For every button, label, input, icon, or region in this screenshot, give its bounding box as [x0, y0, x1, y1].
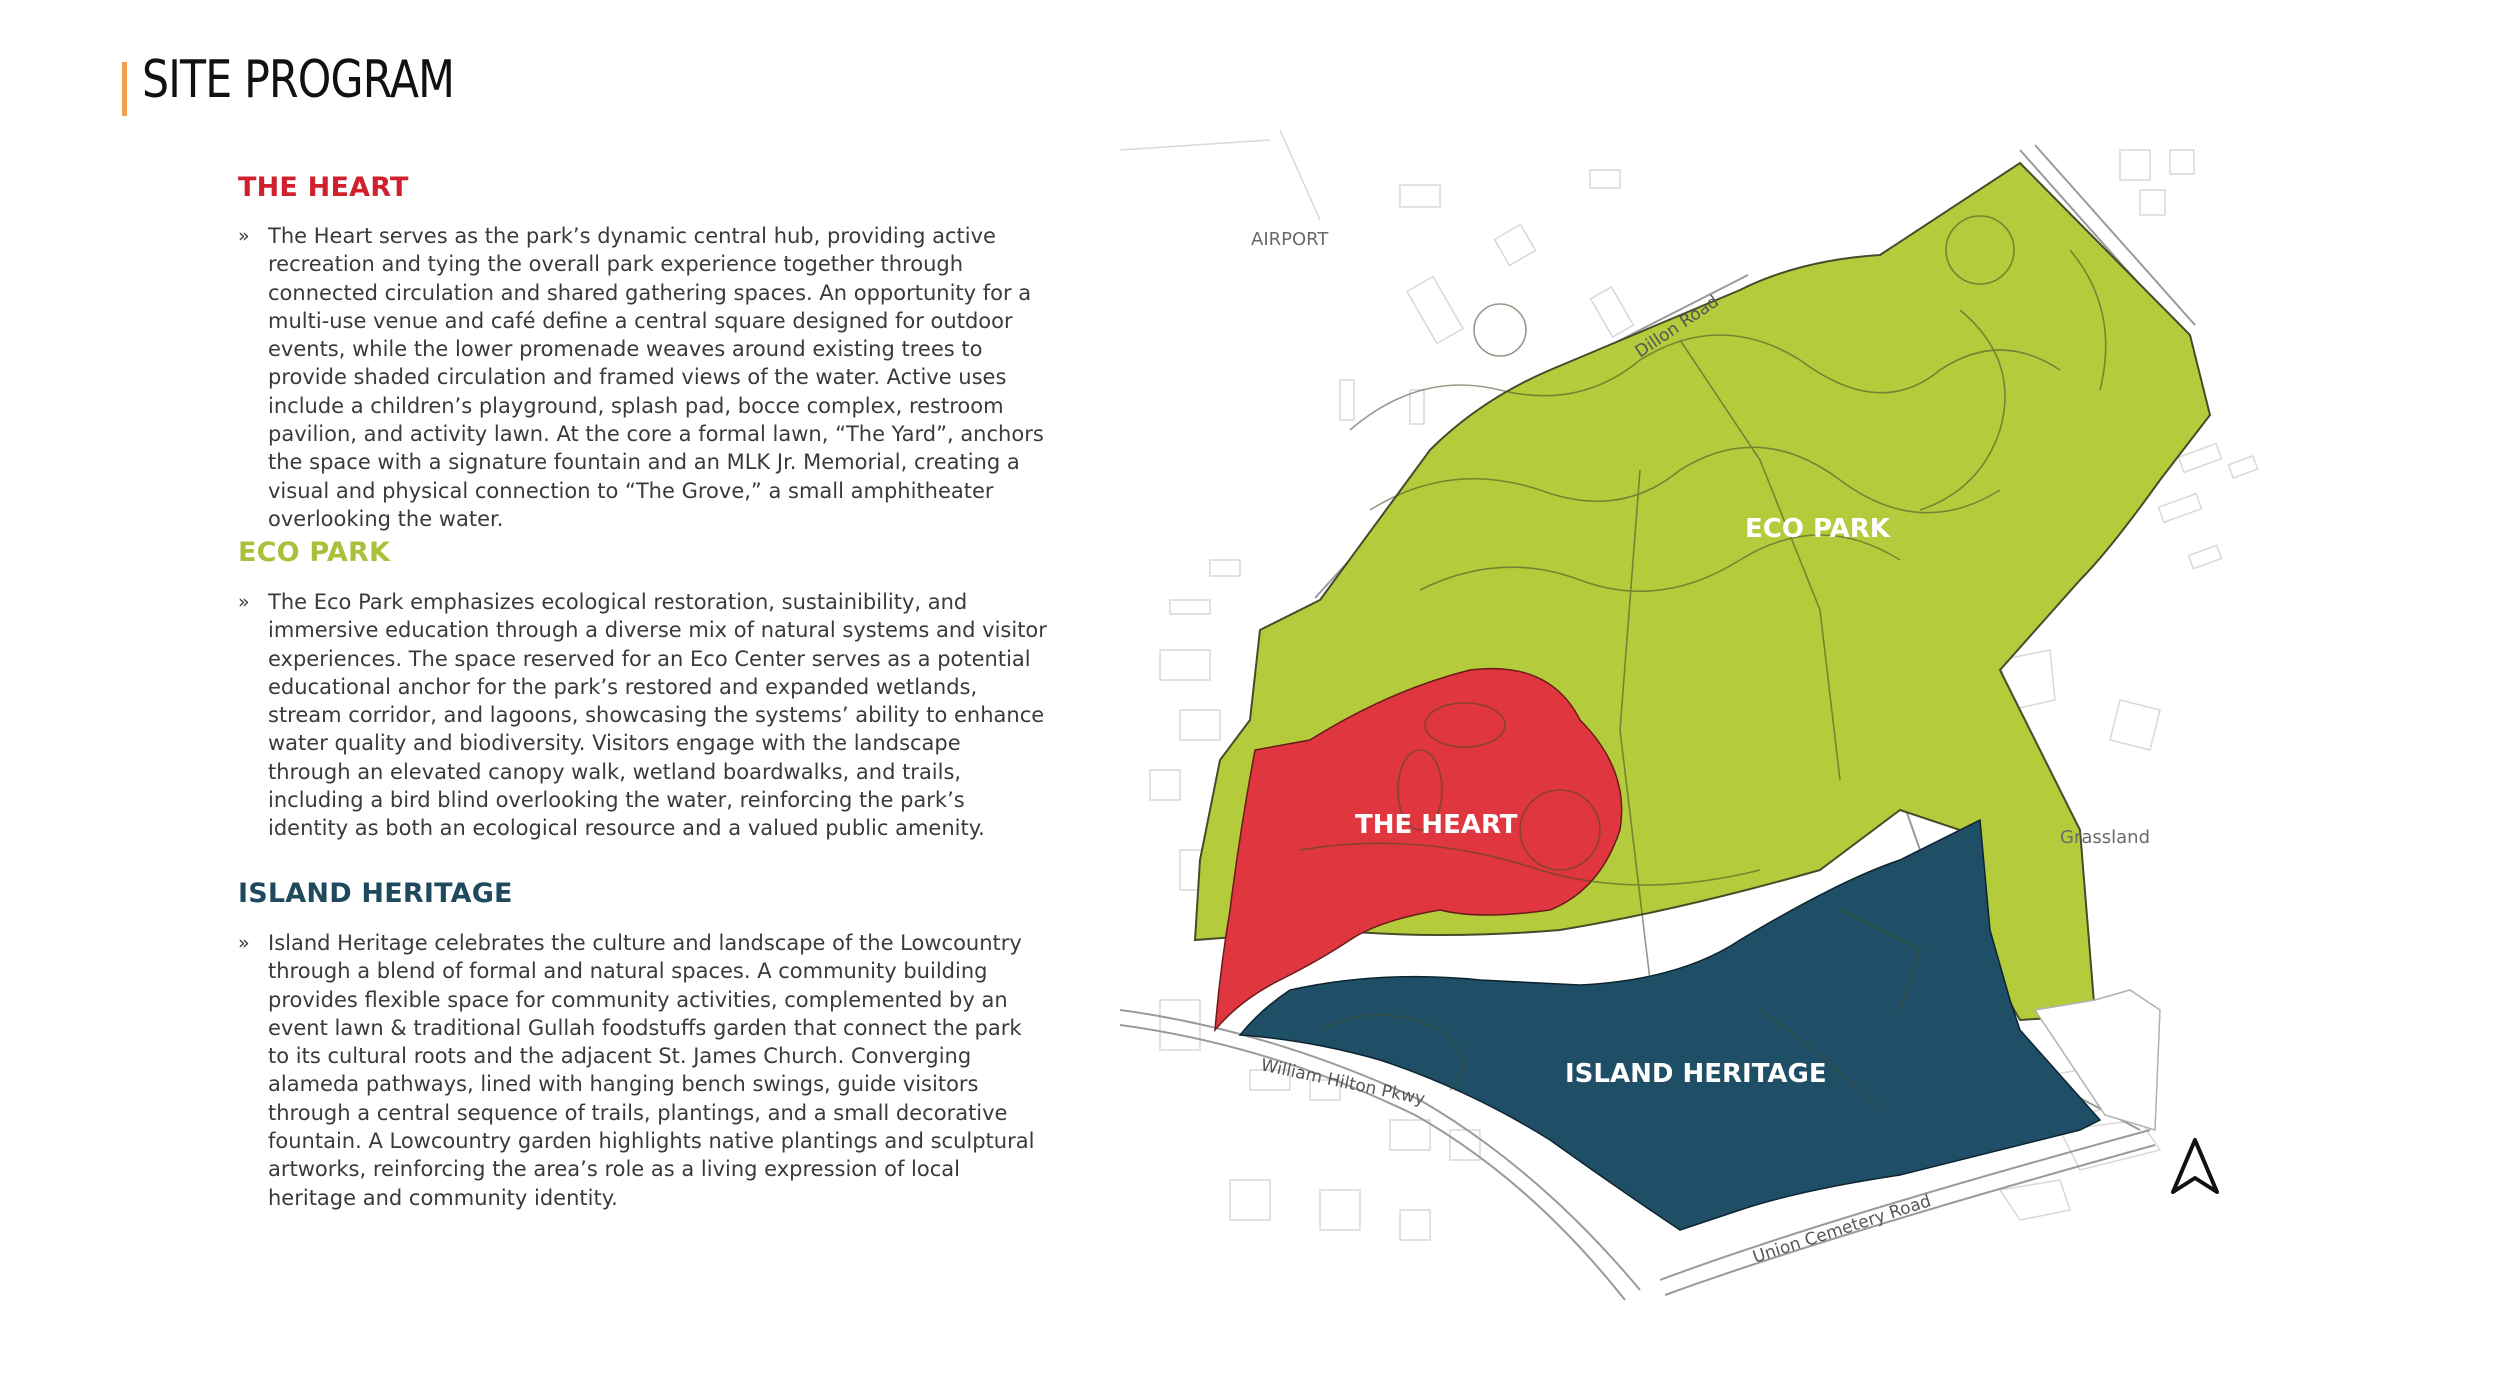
north-arrow-icon [2173, 1140, 2217, 1192]
section-heading-island-heritage: ISLAND HERITAGE [238, 878, 513, 909]
road-label-william-hilton-pkwy: William Hilton Pkwy [1258, 1055, 1427, 1110]
zone-label-eco-park: ECO PARK [1745, 514, 1890, 544]
section-text-island-heritage: Island Heritage celebrates the culture and landscape of the Lowcountry through a blend of formal and natural spaces. A community building provides flexible space for community activities, complemented by an event lawn & traditional Gullah foodstuffs garden that connect the park to its cultural roots and the adjacent St. James Church. Converging alameda pathways, lined with hanging bench swings, guide visitors through a central sequence of trails, plantings, and a small decorative fountain. A Lowcountry garden highlights native plantings and sculptural artworks, reinforcing the area’s role as a living expression of local heritage and community identity. [268, 931, 1035, 1210]
bullet-marker: » [238, 591, 250, 613]
title-accent-bar [122, 62, 127, 116]
bullet-marker: » [238, 932, 250, 954]
bullet-marker: » [238, 225, 250, 247]
place-label-grassland: Grassland [2060, 827, 2150, 848]
section-heading-the-heart: THE HEART [238, 172, 409, 203]
section-text-eco-park: The Eco Park emphasizes ecological restoration, sustainibility, and immersive education through a diverse mix of natural systems and visitor experiences. The space reserved for an Eco Center serves as a potential educational anchor for the park’s restored and expanded wetlands, stream corridor, and lagoons, showcasing the systems’ ability to enhance water quality and biodiversity. Visitors engage with the landscape through an elevated canopy walk, wetland boardwalks, and trails, including a bird blind overlooking the water, reinforcing the park’s identity as both an ecological resource and a valued public amenity. [268, 590, 1047, 841]
section-body-the-heart [238, 222, 1048, 533]
site-plan-map [1120, 130, 2270, 1310]
place-label-airport: AIRPORT [1251, 229, 1329, 250]
section-body-eco-park [238, 588, 1048, 843]
zone-label-island-heritage: ISLAND HERITAGE [1565, 1059, 1827, 1089]
zone-label-the-heart: THE HEART [1355, 810, 1518, 840]
section-heading-eco-park: ECO PARK [238, 537, 391, 568]
road-label-dillon-road: Dillon Road [1631, 291, 1723, 363]
section-body-island-heritage [238, 929, 1048, 1212]
page-title: SITE PROGRAM [142, 50, 455, 110]
road-label-union-cemetery-road: Union Cemetery Road [1750, 1191, 1934, 1268]
section-text-the-heart: The Heart serves as the park’s dynamic central hub, providing active recreation and tying the overall park experience together through connected circulation and shared gathering spaces. An opportunity for a multi-use venue and café define a central square designed for outdoor events, while the lower promenade weaves around existing trees to provide shaded circulation and framed views of the water. Active uses include a children’s playground, splash pad, bocce complex, restroom pavilion, and activity lawn. At the core a formal lawn, “The Yard”, anchors the space with a signature fountain and an MLK Jr. Memorial, creating a visual and physical connection to “The Grove,” a small amphitheater overlooking the water. [268, 224, 1044, 531]
